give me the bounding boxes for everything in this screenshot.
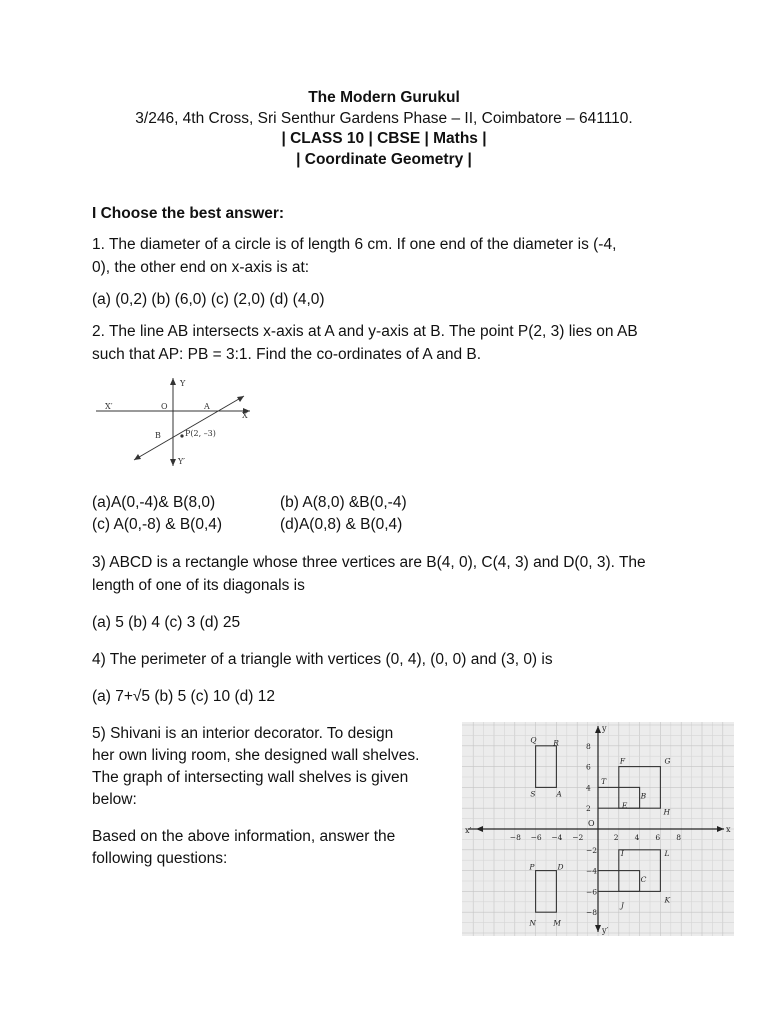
q5-line2: her own living room, she designed wall shelves. — [92, 747, 420, 764]
q1-options: (a) (0,2) (b) (6,0) (c) (2,0) (d) (4,0) — [92, 291, 325, 308]
point-b-label: B — [155, 431, 161, 440]
x-tick-label: −6 — [530, 833, 542, 842]
q3-options: (a) 5 (b) 4 (c) 3 (d) 25 — [92, 614, 241, 631]
q5-line6: following questions: — [92, 850, 228, 867]
point-p-label: P(2, –3) — [185, 429, 216, 438]
x-tick-label: 6 — [655, 833, 661, 842]
x-axis-label: X — [242, 411, 248, 420]
point-label-l: L — [664, 848, 670, 858]
y-tick-label: −8 — [586, 908, 598, 918]
q5-line1: 5) Shivani is an interior decorator. To design — [92, 725, 394, 742]
x-tick-label: 2 — [613, 833, 619, 842]
point-a-label: A — [204, 402, 210, 411]
point-label-j: J — [620, 900, 624, 910]
q5-line3: The graph of intersecting wall shelves is given — [92, 769, 409, 786]
q5-line5: Based on the above information, answer the — [92, 828, 396, 845]
y-axis-label: Y — [180, 379, 186, 388]
y-neg-axis-label: Y′ — [178, 457, 186, 466]
q2-line1: 2. The line AB intersects x-axis at A and y-axis at B. The point P(2, 3) lies on AB — [92, 323, 638, 340]
class-line: | CLASS 10 | CBSE | Maths | — [281, 130, 487, 147]
point-label-r: R — [553, 738, 559, 748]
q5-line4: below: — [92, 791, 137, 808]
point-label-p: P — [529, 862, 535, 872]
point-label-a: A — [556, 789, 562, 799]
graph-y-neg-label: y′ — [602, 926, 609, 935]
wall-shelves-graph — [462, 722, 734, 936]
point-label-q: Q — [530, 735, 537, 745]
point-label-c: C — [640, 874, 647, 884]
x-tick-label: −4 — [551, 833, 563, 842]
x-neg-axis-label: X′ — [105, 402, 113, 411]
q1-line1: 1. The diameter of a circle is of length 6 cm. If one end of the diameter is (-4, — [92, 236, 617, 253]
school-name: The Modern Gurukul — [308, 89, 460, 106]
point-label-b: B — [640, 791, 647, 801]
q2-option-a: (a)A(0,-4)& B(8,0) — [92, 494, 216, 511]
graph-x-neg-label: x′ — [465, 826, 472, 835]
point-label-m: M — [553, 918, 561, 928]
q1-line2: 0), the other end on x-axis is at: — [92, 259, 310, 276]
point-label-h: H — [663, 807, 671, 817]
y-tick-label: −6 — [586, 887, 598, 897]
y-tick-label: 6 — [586, 762, 591, 772]
topic-line: | Coordinate Geometry | — [296, 150, 472, 168]
point-label-n: N — [529, 918, 536, 928]
origin-label: O — [161, 402, 168, 411]
y-tick-label: 4 — [586, 783, 591, 793]
q4-options: (a) 7+√5 (b) 5 (c) 10 (d) 12 — [92, 688, 275, 705]
x-tick-label: −8 — [509, 833, 521, 842]
x-tick-label: 4 — [634, 833, 640, 842]
worksheet-header — [0, 88, 768, 170]
y-tick-label: −2 — [586, 845, 598, 855]
q2-figure — [92, 374, 254, 470]
x-tick-label: −2 — [572, 833, 584, 842]
x-tick-label: 8 — [676, 833, 681, 842]
y-tick-label: 8 — [586, 741, 591, 751]
graph-x-label: x — [726, 825, 731, 834]
school-address: 3/246, 4th Cross, Sri Senthur Gardens Phase – II, Coimbatore – 641110. — [135, 109, 633, 127]
y-tick-label: −4 — [586, 866, 598, 876]
q2-option-b: (b) A(8,0) &B(0,-4) — [280, 494, 407, 511]
q3-line2: length of one of its diagonals is — [92, 577, 305, 594]
q3-line1: 3) ABCD is a rectangle whose three vertices are B(4, 0), C(4, 3) and D(0, 3). The — [92, 554, 646, 571]
point-label-t: T — [601, 777, 607, 787]
y-tick-label: 2 — [586, 804, 591, 814]
q4-line1: 4) The perimeter of a triangle with vertices (0, 4), (0, 0) and (3, 0) is — [92, 651, 553, 668]
q2-line2: such that AP: PB = 3:1. Find the co-ordinates of A and B. — [92, 346, 482, 363]
point-label-g: G — [664, 756, 671, 766]
point-label-f: F — [619, 756, 626, 766]
point-label-e: E — [621, 801, 628, 811]
point-label-k: K — [664, 895, 671, 905]
graph-origin-label: O — [588, 819, 595, 828]
q2-option-d: (d)A(0,8) & B(0,4) — [280, 516, 403, 533]
section-title: I Choose the best answer: — [92, 205, 285, 222]
q2-option-c: (c) A(0,-8) & B(0,4) — [92, 516, 223, 533]
graph-y-label: y — [602, 724, 607, 733]
point-label-d: D — [557, 862, 564, 872]
point-label-s: S — [530, 789, 536, 799]
point-label-i: I — [620, 848, 624, 858]
